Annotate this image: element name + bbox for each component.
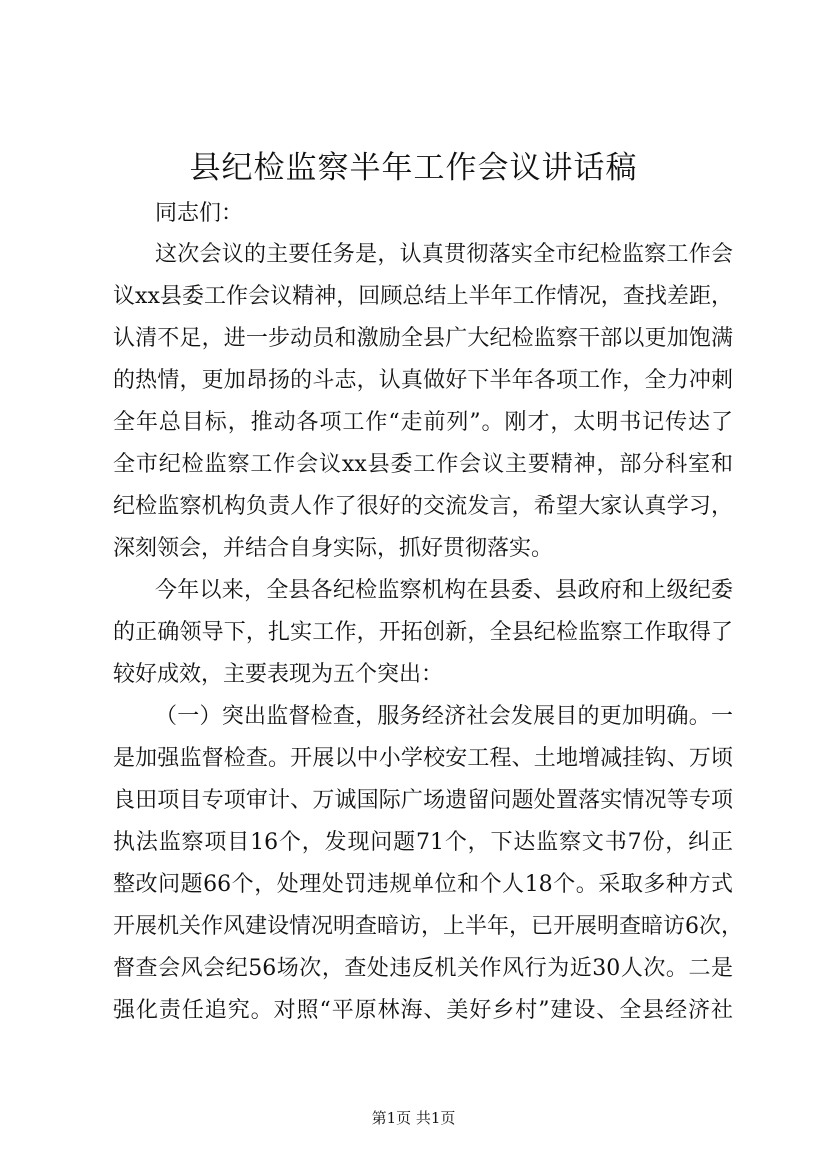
body-line: 开展机关作风建设情况明查暗访，上半年，已开展明查暗访6次， — [113, 914, 743, 939]
body-line: 全市纪检监察工作会议xx县委工作会议主要精神，部分科室和 — [113, 452, 733, 477]
body-line: 深刻领会，并结合自身实际，抓好贯彻落实。 — [113, 536, 554, 561]
page-footer: 第1页 共1页 — [371, 1109, 456, 1127]
body-line: 较好成效，主要表现为五个突出： — [113, 662, 444, 687]
document-title: 县纪检监察半年工作会议讲话稿 — [189, 150, 638, 186]
body-line: 强化责任追究。对照“平原林海、美好乡村”建设、全县经济社 — [113, 998, 733, 1023]
body-line: 议xx县委工作会议精神，回顾总结上半年工作情况，查找差距， — [113, 284, 733, 309]
salutation-line: 同志们： — [155, 201, 244, 226]
body-line: 是加强监督检查。开展以中小学校安工程、土地增减挂钩、万顷 — [113, 746, 733, 771]
body-line: 今年以来，全县各纪检监察机构在县委、县政府和上级纪委 — [155, 578, 733, 603]
body-line: 的正确领导下，扎实工作，开拓创新，全县纪检监察工作取得了 — [113, 620, 733, 645]
body-line: 认清不足，进一步动员和激励全县广大纪检监察干部以更加饱满 — [113, 326, 733, 351]
body-line: 良田项目专项审计、万诚国际广场遗留问题处置落实情况等专项 — [113, 788, 733, 813]
body-line: 纪检监察机构负责人作了很好的交流发言，希望大家认真学习， — [113, 494, 733, 519]
body-line: 督查会风会纪56场次，查处违反机关作风行为近30人次。二是 — [113, 956, 733, 981]
body-line: 的热情，更加昂扬的斗志，认真做好下半年各项工作，全力冲刺 — [113, 368, 733, 393]
body-line: 整改问题66个，处理处罚违规单位和个人18个。采取多种方式 — [113, 872, 733, 897]
body-line: 全年总目标，推动各项工作“走前列”。刚才，太明书记传达了 — [113, 410, 733, 435]
body-line: 这次会议的主要任务是，认真贯彻落实全市纪检监察工作会 — [155, 242, 733, 267]
body-line: 执法监察项目16个，发现问题71个，下达监察文书7份，纠正 — [113, 830, 733, 855]
body-line: （一）突出监督检查，服务经济社会发展目的更加明确。一 — [155, 704, 733, 729]
